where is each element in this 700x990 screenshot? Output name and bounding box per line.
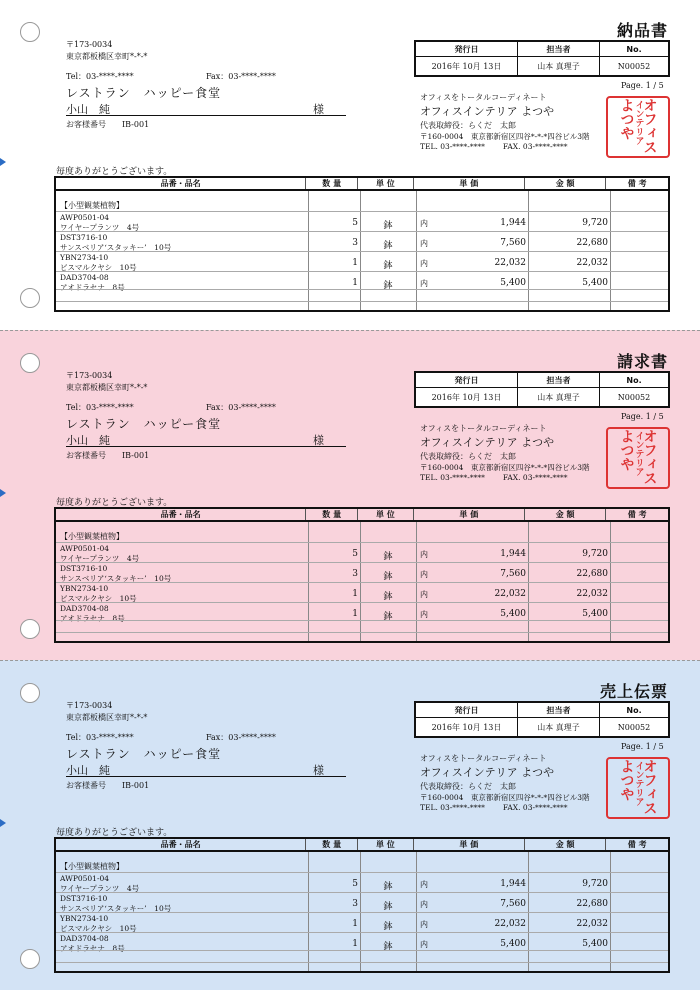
company-representative: 代表取締役：らくだ 太郎	[420, 121, 516, 130]
table-row	[56, 892, 668, 912]
tax-included-mark: 内	[420, 900, 428, 909]
customer-tel: Tel：03-****-****	[66, 72, 134, 81]
staff-name: 山本 真理子	[518, 388, 600, 406]
greeting: 毎度ありがとうございます。	[56, 167, 173, 177]
item-qty: 5	[352, 218, 358, 228]
customer-number: お客様番号 IB-001	[66, 120, 150, 129]
col-header-price: 単 価	[414, 178, 525, 189]
slip-section-1	[0, 330, 700, 660]
item-price: 7,560	[500, 238, 526, 248]
staff-label: 担当者	[518, 373, 600, 387]
company-name: オフィスインテリア よつや	[420, 105, 555, 118]
col-header-item: 品番・品名	[56, 509, 306, 520]
table-row	[56, 912, 668, 932]
punch-hole	[20, 683, 40, 703]
issue-date-label: 発行日	[416, 42, 518, 56]
item-category: 【小型観葉植物】	[60, 532, 124, 541]
customer-contact	[66, 403, 306, 413]
table-header	[56, 178, 668, 191]
col-header-amount: 金 額	[525, 509, 606, 520]
item-code: DST3716-10	[60, 894, 108, 903]
item-unit: 鉢	[383, 882, 393, 892]
item-qty: 1	[352, 609, 358, 619]
table-row	[56, 542, 668, 562]
item-unit: 鉢	[383, 922, 393, 932]
col-header-unit: 単 位	[358, 509, 414, 520]
item-amount: 22,032	[576, 258, 608, 268]
table-row	[56, 582, 668, 602]
item-name: ワイヤープランツ 4号	[60, 223, 140, 232]
table-row	[56, 562, 668, 582]
item-qty: 1	[352, 258, 358, 268]
item-unit: 鉢	[383, 552, 393, 562]
item-qty: 3	[352, 238, 358, 248]
table-row	[56, 602, 668, 622]
items-table	[54, 837, 670, 973]
customer-tel: Tel：03-****-****	[66, 403, 134, 412]
stamp-text: インテリア	[633, 100, 644, 145]
item-qty: 1	[352, 589, 358, 599]
customer-name: レストラン ハッピー食堂	[66, 86, 222, 100]
item-name: ワイヤープランツ 4号	[60, 884, 140, 893]
item-unit: 鉢	[383, 572, 393, 582]
staff-label: 担当者	[518, 42, 600, 56]
item-unit: 鉢	[383, 942, 393, 952]
empty-row	[56, 632, 668, 633]
item-name: ワイヤープランツ 4号	[60, 554, 140, 563]
item-amount: 5,400	[582, 609, 608, 619]
items-table	[54, 507, 670, 643]
tax-included-mark: 内	[420, 920, 428, 929]
item-qty: 3	[352, 569, 358, 579]
col-header-notes: 備 考	[627, 510, 647, 519]
items-table	[54, 176, 670, 312]
item-code: DAD3704-08	[60, 604, 109, 613]
empty-row	[56, 962, 668, 963]
item-amount: 9,720	[582, 549, 608, 559]
item-price: 5,400	[500, 278, 526, 288]
customer-person: 小山 純	[66, 103, 110, 116]
item-unit: 鉢	[383, 612, 393, 622]
col-header-amount: 金 額	[525, 178, 606, 189]
tax-included-mark: 内	[420, 550, 428, 559]
item-code: YBN2734-10	[60, 253, 109, 262]
punch-hole	[20, 949, 40, 969]
item-qty: 5	[352, 879, 358, 889]
empty-row	[56, 620, 668, 621]
issue-date-label: 発行日	[416, 703, 518, 717]
col-header-qty: 数 量	[306, 509, 358, 520]
item-amount: 5,400	[582, 939, 608, 949]
item-amount: 22,680	[576, 569, 608, 579]
table-header	[56, 839, 668, 852]
page-number: Page. 1 / 5	[621, 742, 664, 751]
item-amount: 9,720	[582, 218, 608, 228]
customer-postal: 〒173-0034	[66, 40, 113, 49]
fold-marker-icon	[0, 158, 6, 166]
tax-included-mark: 内	[420, 259, 428, 268]
customer-address: 東京都板橋区幸町*-*-*	[66, 713, 148, 722]
company-tagline: オフィスをトータルコーディネート	[420, 93, 547, 102]
table-row	[56, 872, 668, 892]
customer-number: お客様番号 IB-001	[66, 451, 150, 460]
company-info	[420, 92, 590, 151]
item-price: 1,944	[500, 549, 526, 559]
slip-title: 請求書	[616, 352, 668, 371]
doc-no: N00052	[617, 722, 651, 732]
company-info	[420, 753, 590, 812]
punch-hole	[20, 353, 40, 373]
doc-no: N00052	[617, 61, 651, 71]
col-header-notes: 備 考	[627, 840, 647, 849]
customer-tel: Tel：03-****-****	[66, 733, 134, 742]
customer-fax: Fax：03-****-****	[206, 403, 276, 412]
customer-postal: 〒173-0034	[66, 371, 113, 380]
company-seal-stamp	[606, 757, 670, 819]
staff-label: 担当者	[518, 703, 600, 717]
issue-date: 2016年 10月 13日	[416, 388, 518, 406]
item-qty: 1	[352, 278, 358, 288]
slip-section-0	[0, 0, 700, 330]
empty-row	[56, 950, 668, 951]
punch-hole	[20, 288, 40, 308]
item-qty: 5	[352, 549, 358, 559]
item-unit: 鉢	[383, 261, 393, 271]
doc-no: N00052	[617, 392, 651, 402]
staff-name: 山本 真理子	[518, 57, 600, 75]
item-name: ビスマルクヤシ 10号	[60, 263, 137, 272]
item-amount: 9,720	[582, 879, 608, 889]
item-code: DST3716-10	[60, 233, 108, 242]
col-header-qty: 数 量	[306, 839, 358, 850]
customer-fax: Fax：03-****-****	[206, 72, 276, 81]
page-number: Page. 1 / 5	[621, 81, 664, 90]
table-row	[56, 271, 668, 291]
item-name: アオドラセナ 8号	[60, 283, 125, 292]
col-header-notes: 備 考	[627, 179, 647, 188]
table-row	[56, 251, 668, 271]
item-qty: 3	[352, 899, 358, 909]
customer-postal: 〒173-0034	[66, 701, 113, 710]
company-contact	[420, 803, 590, 812]
company-seal-stamp	[606, 96, 670, 158]
doc-no-label: No.	[626, 705, 642, 715]
col-header-price: 単 価	[414, 509, 525, 520]
item-code: DAD3704-08	[60, 934, 109, 943]
item-price: 1,944	[500, 879, 526, 889]
customer-number: お客様番号 IB-001	[66, 781, 150, 790]
table-row	[56, 932, 668, 952]
staff-name: 山本 真理子	[518, 718, 600, 736]
item-amount: 22,032	[576, 589, 608, 599]
issue-info-box	[414, 371, 670, 408]
col-header-unit: 単 位	[358, 178, 414, 189]
item-name: ビスマルクヤシ 10号	[60, 594, 137, 603]
item-name: アオドラセナ 8号	[60, 944, 125, 953]
stamp-text: オフィス	[641, 98, 658, 154]
table-header	[56, 509, 668, 522]
company-address: 〒160-0004 東京都新宿区四谷*-*-*四谷ビル3階	[420, 463, 590, 472]
punch-hole	[20, 22, 40, 42]
customer-name: レストラン ハッピー食堂	[66, 747, 222, 761]
stamp-text: オフィス	[641, 429, 658, 485]
item-unit: 鉢	[383, 902, 393, 912]
item-price: 1,944	[500, 218, 526, 228]
item-price: 22,032	[494, 589, 526, 599]
page-number: Page. 1 / 5	[621, 412, 664, 421]
stamp-text: インテリア	[633, 761, 644, 806]
doc-no-label: No.	[626, 375, 642, 385]
company-seal-stamp	[606, 427, 670, 489]
company-tagline: オフィスをトータルコーディネート	[420, 424, 547, 433]
item-name: アオドラセナ 8号	[60, 614, 125, 623]
customer-contact	[66, 733, 306, 743]
table-body	[56, 193, 668, 310]
issue-info-box	[414, 701, 670, 738]
empty-row	[56, 301, 668, 302]
customer-person-line	[66, 762, 346, 777]
table-row	[56, 211, 668, 231]
company-tagline: オフィスをトータルコーディネート	[420, 754, 547, 763]
doc-no-label: No.	[626, 44, 642, 54]
company-fax: FAX. 03-****-****	[502, 473, 568, 482]
item-name: ビスマルクヤシ 10号	[60, 924, 137, 933]
customer-person: 小山 純	[66, 434, 110, 447]
item-price: 7,560	[500, 899, 526, 909]
issue-date-label: 発行日	[416, 373, 518, 387]
greeting: 毎度ありがとうございます。	[56, 828, 173, 838]
col-header-unit: 単 位	[358, 839, 414, 850]
tax-included-mark: 内	[420, 239, 428, 248]
item-category: 【小型観葉植物】	[60, 201, 124, 210]
item-qty: 1	[352, 939, 358, 949]
tax-included-mark: 内	[420, 570, 428, 579]
customer-address: 東京都板橋区幸町*-*-*	[66, 52, 148, 61]
item-code: AWP0501-04	[60, 544, 110, 553]
slip-section-2	[0, 660, 700, 990]
tax-included-mark: 内	[420, 610, 428, 619]
honorific: 様	[313, 764, 324, 777]
item-name: サンスベリア‘スタッキー’ 10号	[60, 904, 172, 913]
punch-hole	[20, 619, 40, 639]
stamp-text: オフィス	[641, 759, 658, 815]
company-name: オフィスインテリア よつや	[420, 436, 555, 449]
item-unit: 鉢	[383, 241, 393, 251]
stamp-text: よつや	[618, 429, 635, 471]
company-contact	[420, 142, 590, 151]
col-header-qty: 数 量	[306, 178, 358, 189]
item-unit: 鉢	[383, 221, 393, 231]
item-price: 5,400	[500, 609, 526, 619]
company-tel: TEL. 03-****-****	[420, 142, 485, 151]
customer-person: 小山 純	[66, 764, 110, 777]
customer-address: 東京都板橋区幸町*-*-*	[66, 383, 148, 392]
item-qty: 1	[352, 919, 358, 929]
item-code: AWP0501-04	[60, 213, 110, 222]
company-contact	[420, 473, 590, 482]
table-body	[56, 854, 668, 971]
company-name: オフィスインテリア よつや	[420, 766, 555, 779]
company-fax: FAX. 03-****-****	[502, 142, 568, 151]
tax-included-mark: 内	[420, 219, 428, 228]
table-row	[56, 231, 668, 251]
item-name: サンスベリア‘スタッキー’ 10号	[60, 243, 172, 252]
issue-date: 2016年 10月 13日	[416, 718, 518, 736]
empty-row	[56, 289, 668, 290]
greeting: 毎度ありがとうございます。	[56, 498, 173, 508]
item-amount: 5,400	[582, 278, 608, 288]
item-price: 22,032	[494, 919, 526, 929]
item-amount: 22,032	[576, 919, 608, 929]
customer-fax: Fax：03-****-****	[206, 733, 276, 742]
item-code: AWP0501-04	[60, 874, 110, 883]
issue-info-box	[414, 40, 670, 77]
customer-person-line	[66, 432, 346, 447]
item-unit: 鉢	[383, 592, 393, 602]
item-name: サンスベリア‘スタッキー’ 10号	[60, 574, 172, 583]
slip-title: 売上伝票	[599, 682, 668, 701]
honorific: 様	[313, 103, 324, 116]
item-code: DST3716-10	[60, 564, 108, 573]
slip-title: 納品書	[616, 21, 668, 40]
stamp-text: インテリア	[633, 431, 644, 476]
stamp-text: よつや	[618, 759, 635, 801]
item-amount: 22,680	[576, 899, 608, 909]
item-price: 7,560	[500, 569, 526, 579]
customer-person-line	[66, 101, 346, 116]
company-representative: 代表取締役：らくだ 太郎	[420, 782, 516, 791]
item-unit: 鉢	[383, 281, 393, 291]
company-address: 〒160-0004 東京都新宿区四谷*-*-*四谷ビル3階	[420, 132, 590, 141]
company-tel: TEL. 03-****-****	[420, 803, 485, 812]
col-header-item: 品番・品名	[56, 839, 306, 850]
company-tel: TEL. 03-****-****	[420, 473, 485, 482]
tax-included-mark: 内	[420, 940, 428, 949]
item-code: YBN2734-10	[60, 584, 109, 593]
item-code: YBN2734-10	[60, 914, 109, 923]
item-category: 【小型観葉植物】	[60, 862, 124, 871]
company-representative: 代表取締役：らくだ 太郎	[420, 452, 516, 461]
tax-included-mark: 内	[420, 590, 428, 599]
col-header-price: 単 価	[414, 839, 525, 850]
company-info	[420, 423, 590, 482]
fold-marker-icon	[0, 489, 6, 497]
table-body	[56, 524, 668, 641]
item-amount: 22,680	[576, 238, 608, 248]
company-address: 〒160-0004 東京都新宿区四谷*-*-*四谷ビル3階	[420, 793, 590, 802]
item-price: 5,400	[500, 939, 526, 949]
honorific: 様	[313, 434, 324, 447]
issue-date: 2016年 10月 13日	[416, 57, 518, 75]
col-header-item: 品番・品名	[56, 178, 306, 189]
customer-contact	[66, 72, 306, 82]
item-price: 22,032	[494, 258, 526, 268]
company-fax: FAX. 03-****-****	[502, 803, 568, 812]
tax-included-mark: 内	[420, 279, 428, 288]
col-header-amount: 金 額	[525, 839, 606, 850]
fold-marker-icon	[0, 819, 6, 827]
item-code: DAD3704-08	[60, 273, 109, 282]
customer-name: レストラン ハッピー食堂	[66, 417, 222, 431]
stamp-text: よつや	[618, 98, 635, 140]
tax-included-mark: 内	[420, 880, 428, 889]
